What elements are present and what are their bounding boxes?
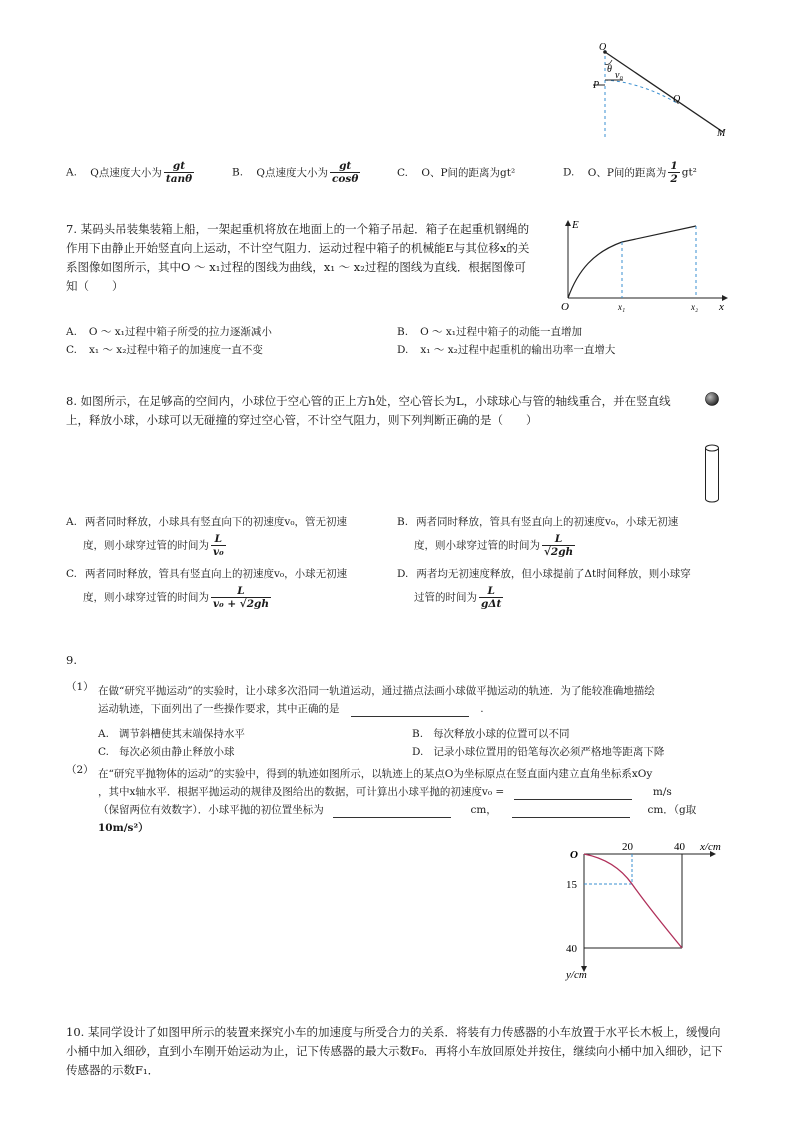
q6-option-a: A. Q点速度大小为 $\frac{gt}{\tan\theta}$	[66, 160, 193, 185]
q8-option-a: A. 两者同时释放，小球具有竖直向下的初速度v₀，管无初速 度，则小球穿过管的时间为 $\frac{L}{\text{v₀}}$	[66, 516, 348, 558]
q7-option-b: B. O ～ x₁过程中箱子的动能一直增加	[397, 326, 582, 338]
q7-graph-label-x2: x₂	[691, 302, 699, 312]
q7-graph	[556, 212, 731, 314]
q7-graph-label-E: E	[572, 219, 579, 231]
q9-part2-line2: ，其中x轴水平．根据平抛运动的规律及图给出的数据，可计算出小球平抛的初速度v₀ = m/s	[98, 786, 672, 798]
q9-fig-tick-x40: 40	[674, 841, 685, 853]
q7-stem: 7. 某码头吊装集装箱上船，一架起重机将放在地面上的一个箱子吊起．箱子在起重机钢绳的作用下由静止开始竖直向上运动，不计空气阻力．运动过程中箱子的机械能E与其位移x的关系图像如图所示，其中O ～ x₁过程的图线为曲线，x₁ ～ x₂过程的图线为直线．根据图像可知（ ）	[66, 222, 530, 293]
q7-graph-label-x1: x₁	[618, 302, 626, 312]
q9-part1-tag: （1）	[66, 681, 94, 693]
q9-part2-line3: （保留两位有效数字）．小球平抛的初位置坐标为 cm， cm．（g取	[98, 804, 697, 816]
q9-part2-line4: 10m/s²）	[98, 822, 149, 834]
q8-figure	[700, 388, 730, 506]
q9-part1-option-c: C. 每次必须由静止释放小球	[98, 746, 235, 758]
q6-fig-label-Q: Q	[673, 94, 681, 105]
q6-fig-label-M: M	[717, 128, 726, 139]
q6-option-c: C. O、P间的距离为gt²	[397, 167, 516, 179]
q9-fig-tick-y40: 40	[566, 943, 577, 955]
q9-part2-y-blank[interactable]	[512, 805, 630, 818]
q9-part1-option-b: B. 每次释放小球的位置可以不同	[412, 728, 570, 740]
q9-number: 9.	[66, 653, 77, 667]
q9-part1-line1: 在做“研究平抛运动”的实验时，让小球多次沿同一轨道运动，通过描点法画小球做平抛运动的轨迹．为了能较准确地描绘	[98, 685, 655, 697]
q9-fig-tick-x20: 20	[622, 841, 633, 853]
q6-figure	[585, 40, 735, 145]
q9-part1-line2: 运动轨迹，下面列出了一些操作要求，其中正确的是 .	[98, 703, 484, 715]
q9-part1-option-a: A. 调节斜槽使其末端保持水平	[98, 728, 245, 740]
q8-option-d: D. 两者均无初速度释放，但小球提前了Δt时间释放，则小球穿 过管的时间为 $\frac{L}{\text{gΔt}}$	[397, 568, 691, 610]
q9-part2-x-blank[interactable]	[333, 805, 451, 818]
q6-fig-label-v0: v₀	[615, 70, 623, 81]
q10-stem: 10. 某同学设计了如图甲所示的装置来探究小车的加速度与所受合力的关系．将装有力传感器的小车放置于水平长木板上，缓慢向小桶中加入细砂，直到小车刚开始运动为止，记下传感器的最大示数F₀．再将小车放回原处并按住，继续向小桶中加入细砂，记下传感器的示数F₁．	[66, 1025, 723, 1077]
q7-option-a: A. O ～ x₁过程中箱子所受的拉力逐渐减小	[66, 326, 272, 338]
q9-fig-origin: O	[570, 849, 578, 861]
q9-fig-xlabel: x/cm	[700, 841, 721, 853]
q6-fig-label-theta: θ	[607, 64, 612, 75]
q8-option-c: C. 两者同时释放，管具有竖直向上的初速度v₀，小球无初速 度，则小球穿过管的时间为 $\frac{L}{\text{v₀ + √2gh}}$	[66, 568, 348, 610]
q9-fig-ylabel: y/cm	[566, 969, 587, 981]
q6-option-d: D. O、P间的距离为 $\frac{1}{2}$ gt²	[563, 160, 697, 185]
q8-stem: 8. 如图所示，在足够高的空间内，小球位于空心管的正上方h处，空心管长为L，小球球心与管的轴线重合，并在竖直线上，释放小球，小球可以无碰撞的穿过空心管，不计空气阻力，则下列判断正确的是（ ）	[66, 394, 671, 427]
q7-graph-label-O: O	[561, 301, 569, 313]
q7-option-d: D. x₁ ～ x₂过程中起重机的输出功率一直增大	[397, 344, 616, 356]
q9-part2-line1: 在“研究平抛物体的运动”的实验中，得到的轨迹如图所示，以轨迹上的某点O为坐标原点在竖直面内建立直角坐标系xOy	[98, 768, 653, 780]
q9-part2-v0-blank[interactable]	[514, 787, 632, 800]
q9-part2-tag: （2）	[66, 764, 94, 776]
q6-fig-label-O: O	[599, 42, 607, 53]
q6-option-b: B. Q点速度大小为 $\frac{gt}{\cos\theta}$	[232, 160, 359, 185]
q9-part1-answer-blank[interactable]	[351, 704, 469, 717]
q9-fig-tick-y15: 15	[566, 879, 577, 891]
q9-trajectory-figure	[560, 836, 735, 981]
q8-option-b: B. 两者同时释放，管具有竖直向上的初速度v₀，小球无初速 度，则小球穿过管的时间为 $\frac{L}{√2gh}$	[397, 516, 679, 558]
q7-option-c: C. x₁ ～ x₂过程中箱子的加速度一直不变	[66, 344, 263, 356]
q7-graph-label-x: x	[719, 301, 724, 313]
q6-fig-label-P: P	[593, 80, 600, 91]
q9-part1-option-d: D. 记录小球位置用的铅笔每次必须严格地等距离下降	[412, 746, 665, 758]
ball-icon	[706, 393, 719, 406]
